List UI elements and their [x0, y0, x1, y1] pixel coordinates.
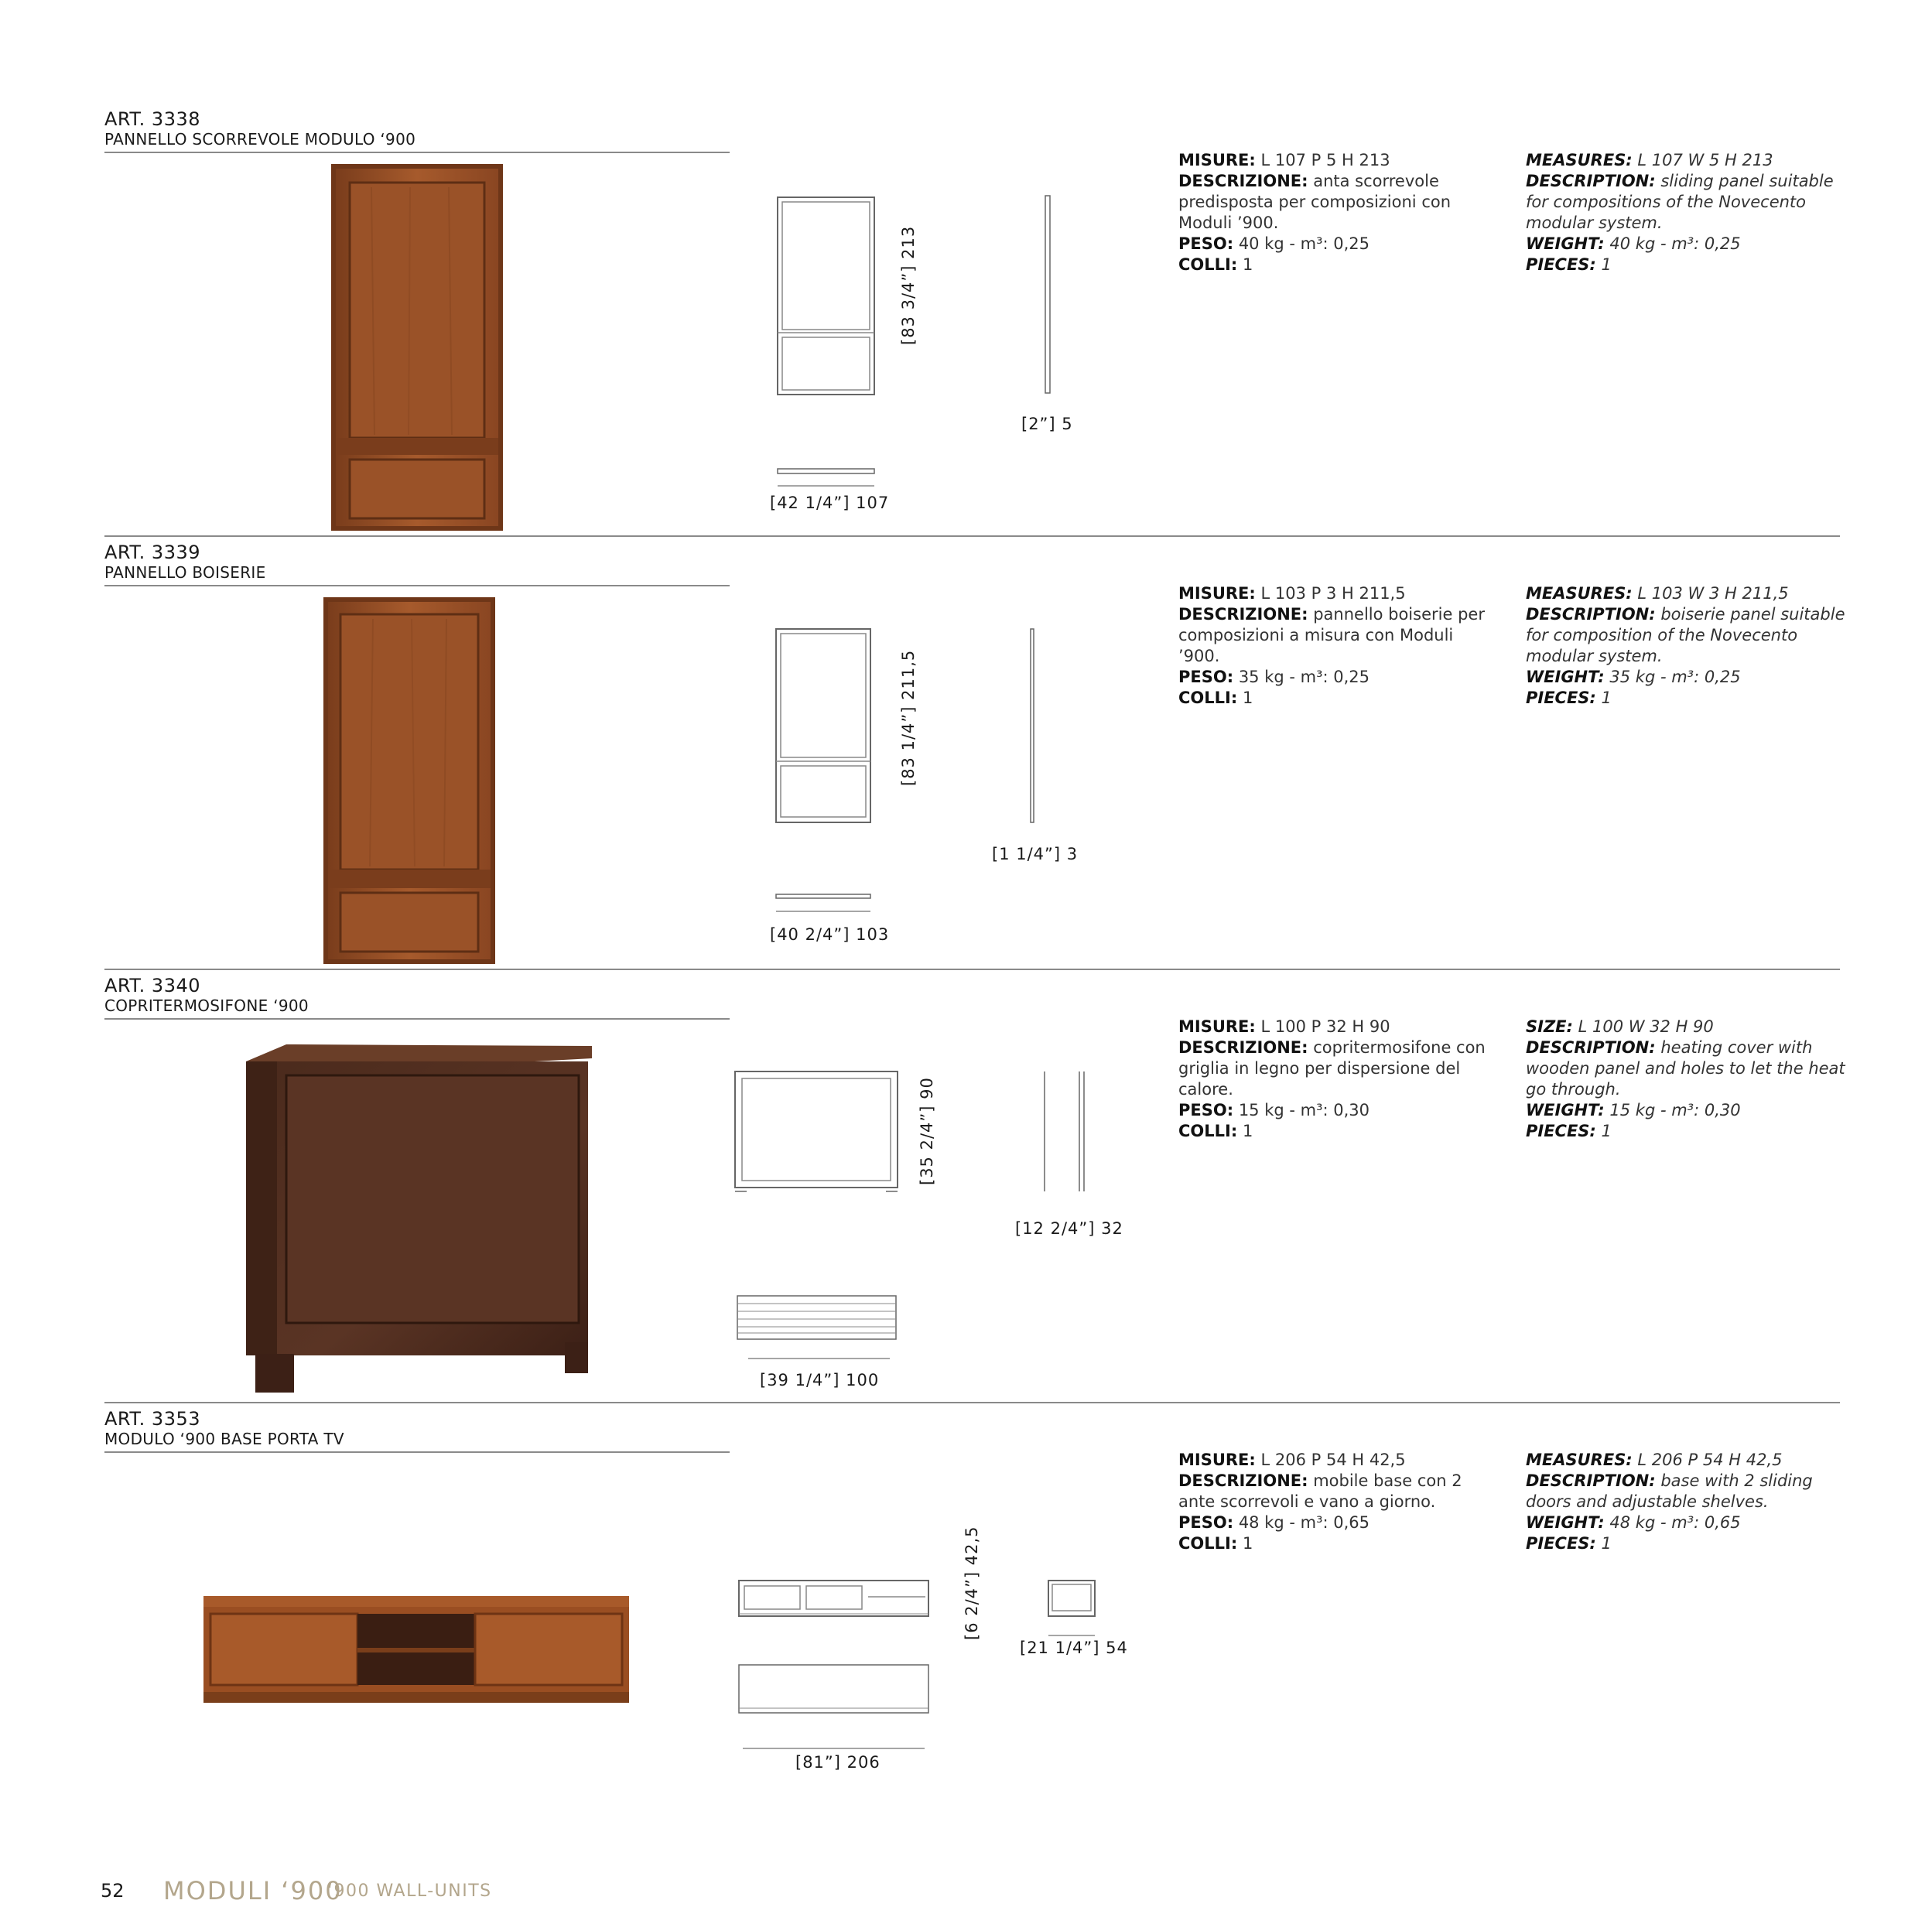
- dimension-height: [6 2/4”] 42,5: [963, 1526, 981, 1640]
- spec-english: MEASURES: L 103 W 3 H 211,5 DESCRIPTION: boiserie panel suitable for composition of the Novecento modular system. WEIGHT: 35 kg - m³: 0,25 PIECES: 1: [1526, 584, 1845, 707]
- dimension-width: [81”] 206: [795, 1753, 881, 1772]
- spec-english: SIZE: L 100 W 32 H 90 DESCRIPTION: heating cover with wooden panel and holes to let the heat go through. WEIGHT: 15 kg - m³: 0,30 PIECES: 1: [1526, 1017, 1845, 1140]
- dimension-depth: [21 1/4”] 54: [1020, 1639, 1128, 1657]
- section-divider: [104, 969, 1840, 970]
- front-view-drawing: [731, 1068, 901, 1377]
- product-name: PANNELLO SCORREVOLE MODULO ‘900: [104, 130, 416, 149]
- side-view-drawing: [1041, 1068, 1087, 1207]
- divider: [104, 152, 730, 153]
- article-number: ART. 3340: [104, 975, 200, 996]
- front-view-drawing: [770, 193, 878, 503]
- dimension-depth: [12 2/4”] 32: [1015, 1219, 1123, 1238]
- front-view-drawing: [735, 1577, 936, 1778]
- product-section: [0, 108, 1932, 542]
- product-photo-radiator-cover: [240, 1044, 596, 1400]
- dimension-depth: [2”] 5: [1021, 415, 1073, 433]
- section-divider: [104, 535, 1840, 537]
- spec-english: MEASURES: L 107 W 5 H 213 DESCRIPTION: sliding panel suitable for compositions of the Novecento modular system. WEIGHT: 40 kg - m³: 0,25 PIECES: 1: [1526, 151, 1834, 274]
- divider: [104, 1018, 730, 1020]
- dimension-width: [39 1/4”] 100: [760, 1371, 880, 1389]
- dimension-width: [42 1/4”] 107: [770, 494, 890, 512]
- divider: [104, 1451, 730, 1453]
- product-photo-boiserie-panel: [319, 597, 504, 969]
- product-name: COPRITERMOSIFONE ‘900: [104, 996, 309, 1015]
- dimension-height: [83 1/4”] 211,5: [899, 649, 918, 786]
- side-view-drawing: [1041, 193, 1056, 402]
- product-photo-tv-base: [200, 1592, 633, 1708]
- article-number: ART. 3339: [104, 542, 200, 563]
- dimension-height: [83 3/4”] 213: [899, 225, 918, 345]
- product-photo-sliding-panel: [325, 164, 511, 535]
- footer-title: MODULI ‘900: [163, 1876, 343, 1905]
- dimension-width: [40 2/4”] 103: [770, 925, 890, 944]
- dimension-depth: [1 1/4”] 3: [992, 845, 1079, 863]
- footer-subtitle: ‘900 WALL-UNITS: [327, 1881, 492, 1901]
- spec-italian: MISURE: L 103 P 3 H 211,5 DESCRIZIONE: pannello boiserie per composizioni a misura con Moduli ’900. PESO: 35 kg - m³: 0,25 COLLI: 1: [1178, 584, 1485, 707]
- page-number: 52: [101, 1880, 125, 1902]
- spec-italian: MISURE: L 100 P 32 H 90 DESCRIZIONE: copritermosifone con griglia in legno per dispersione del calore. PESO: 15 kg - m³: 0,30 COLLI: 1: [1178, 1017, 1486, 1140]
- divider: [104, 585, 730, 586]
- dimension-height: [35 2/4”] 90: [918, 1077, 936, 1185]
- side-view-drawing: [1025, 627, 1041, 828]
- product-name: PANNELLO BOISERIE: [104, 563, 266, 582]
- product-section: [0, 975, 1932, 1408]
- spec-italian: MISURE: L 206 P 54 H 42,5 DESCRIZIONE: mobile base con 2 ante scorrevoli e vano a giorno. PESO: 48 kg - m³: 0,65 COLLI: 1: [1178, 1451, 1462, 1553]
- section-divider: [104, 1402, 1840, 1403]
- article-number: ART. 3338: [104, 108, 200, 130]
- spec-italian: MISURE: L 107 P 5 H 213 DESCRIZIONE: anta scorrevole predisposta per composizioni con Moduli ’900. PESO: 40 kg - m³: 0,25 COLLI: 1: [1178, 151, 1452, 274]
- article-number: ART. 3353: [104, 1408, 200, 1430]
- product-section: [0, 1408, 1932, 1841]
- product-section: [0, 542, 1932, 975]
- product-name: MODULO ‘900 BASE PORTA TV: [104, 1430, 344, 1448]
- front-view-drawing: [770, 627, 878, 936]
- spec-english: MEASURES: L 206 P 54 H 42,5 DESCRIPTION: base with 2 sliding doors and adjustable shelves. WEIGHT: 48 kg - m³: 0,65 PIECES: 1: [1526, 1451, 1813, 1553]
